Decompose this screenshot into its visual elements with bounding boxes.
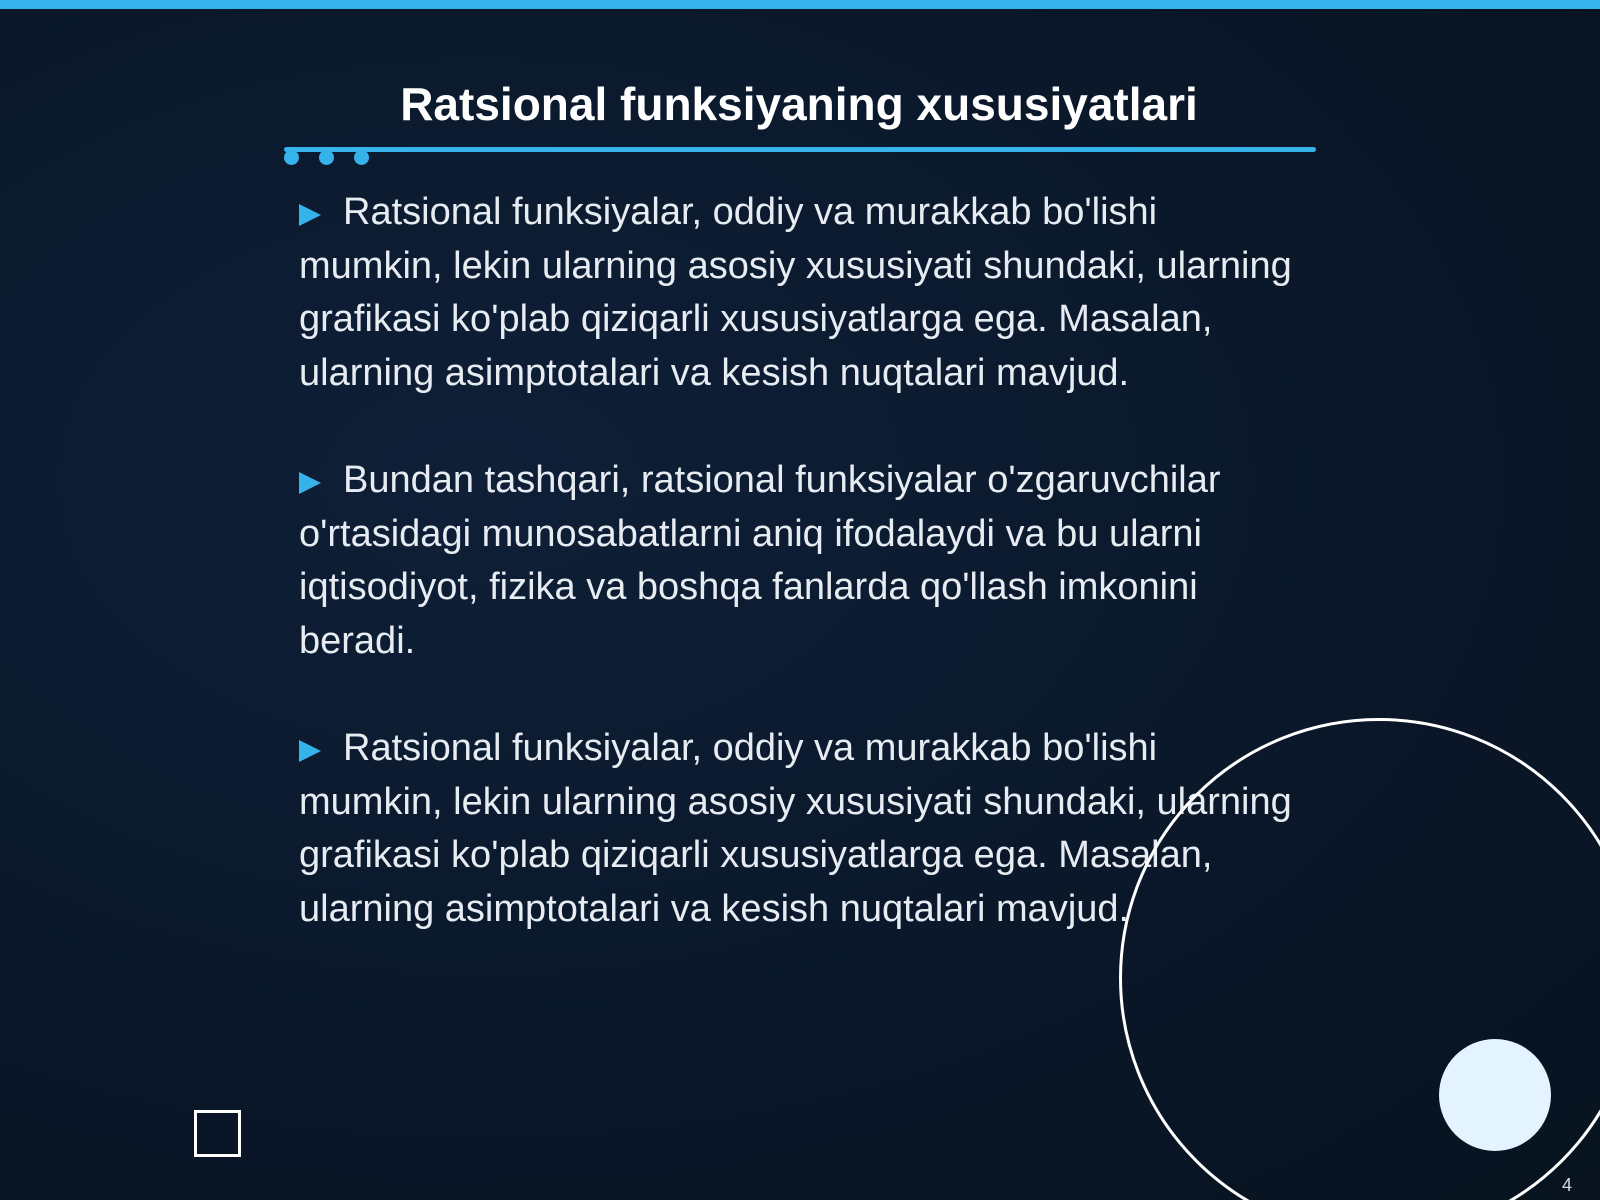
filled-circle-icon [1439,1039,1551,1151]
bullet-text: Bundan tashqari, ratsional funksiyalar o'zgaruvchilar o'rtasidagi munosabatlarni aniq ifodalaydi va bu ularni iqtisodiyot, fizika va boshqa fanlarda qo'llash imkonini beradi. [299,459,1221,662]
decor-dot-icon [354,150,369,165]
bullet-text: Ratsional funksiyalar, oddiy va murakkab bo'lishi mumkin, lekin ularning asosiy xususiyati shundaki, ularning grafikasi ko'plab qiziqarli xususiyatlarga ega. Masalan, ularning asimptotalari va kesish nuqtalari mavjud. [299,727,1292,930]
outline-square-icon [194,1110,241,1157]
top-accent-bar [0,0,1600,9]
bullet-arrow-icon [299,204,321,226]
decor-dot-icon [284,150,299,165]
slide-title: Ratsional funksiyaning xususiyatlari [400,78,1198,130]
decor-dot-icon [319,150,334,165]
bullet-arrow-icon [299,472,321,494]
title-underline [284,147,1316,152]
bullet-arrow-icon [299,740,321,762]
bullet-text: Ratsional funksiyalar, oddiy va murakkab bo'lishi mumkin, lekin ularning asosiy xususiyati shundaki, ularning grafikasi ko'plab qiziqarli xususiyatlarga ega. Masalan, ularning asimptotalari va kesish nuqtalari mavjud. [299,191,1292,394]
page-number: 4 [1561,1175,1572,1195]
bullet-item [299,454,1309,668]
bullet-item [299,186,1309,400]
